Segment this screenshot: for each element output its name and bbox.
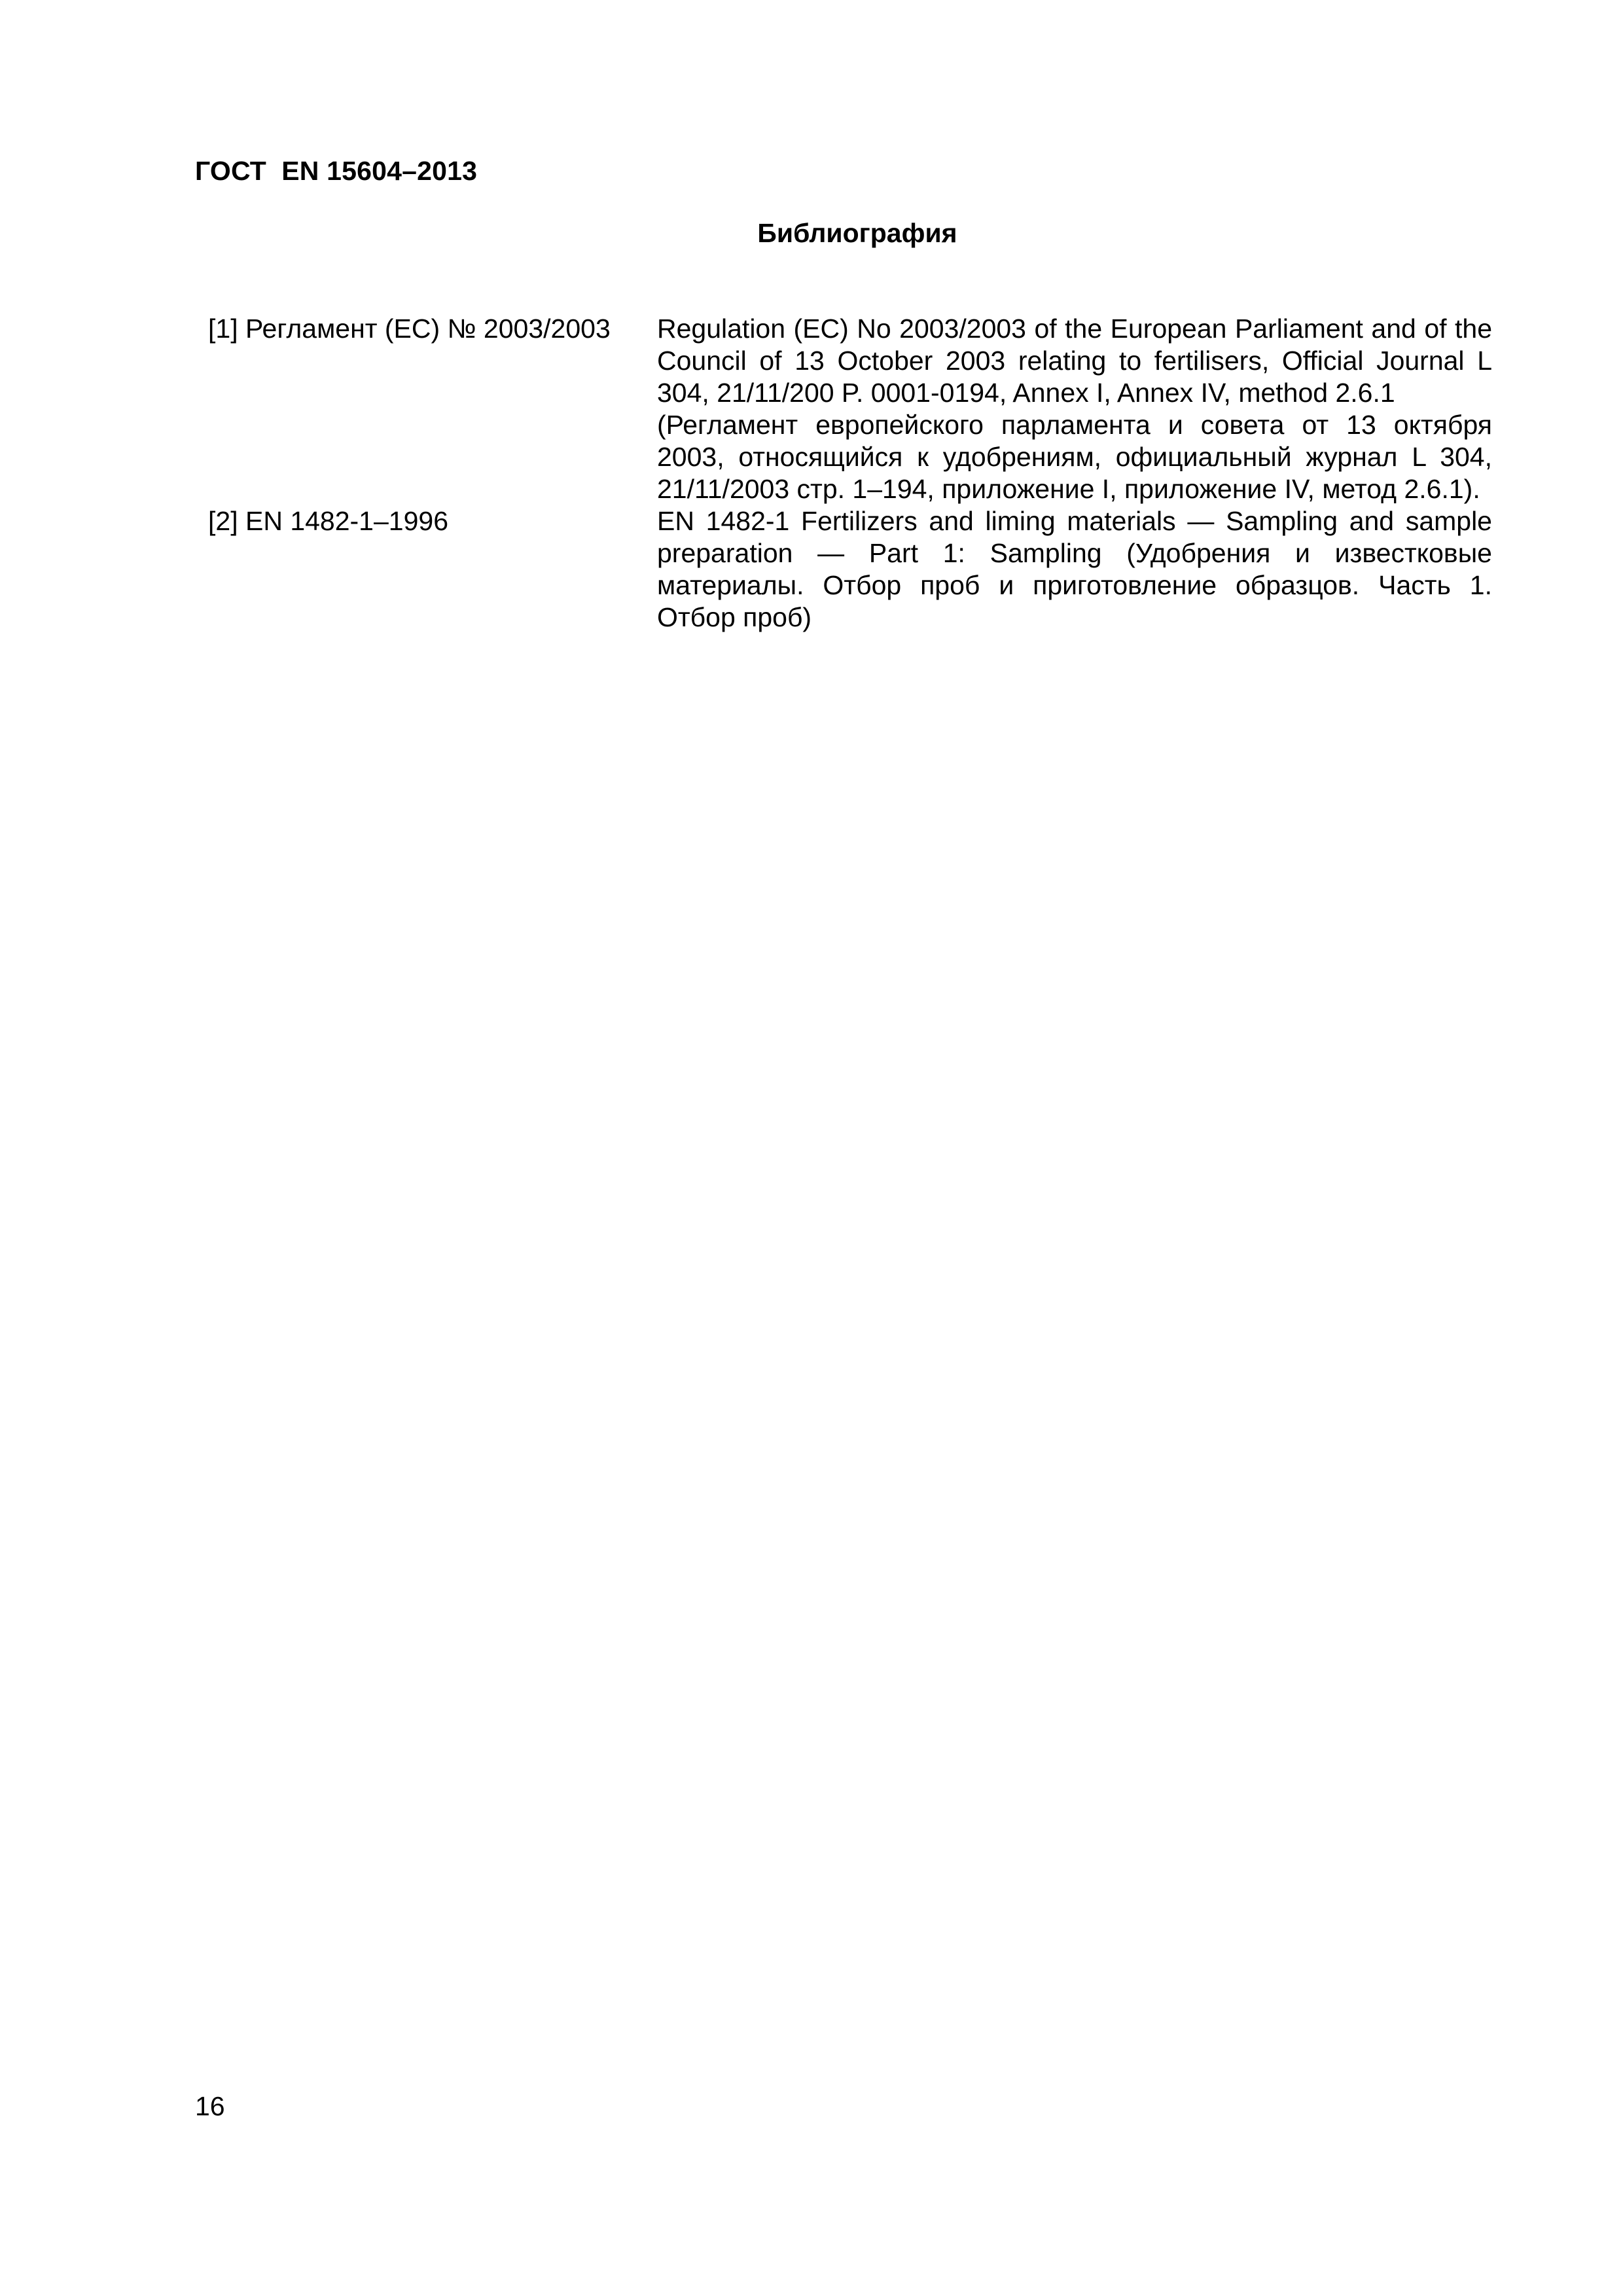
bibliography-description <box>657 313 1492 505</box>
page-title: Библиография <box>757 218 957 248</box>
bibliography-english-text: EN 1482-1 Fertilizers and liming materials — Sampling and sample preparation — Part 1: Sampling (Удобрения и известковые материалы. Отбор проб и приготовление образцов. Часть 1. Отбор проб) <box>657 506 1492 632</box>
bibliography-russian-text: (Регламент европейского парламента и совета от 13 октября 2003, относящийся к удобрениям, официальный журнал L 304, 21/11/2003 стр. 1–194, приложение I, приложение IV, метод 2.6.1). <box>657 410 1492 504</box>
bibliography-english-text: Regulation (EC) No 2003/2003 of the European Parliament and of the Council of 13 October 2003 relating to fertilisers, Official Journal L 304, 21/11/200 P. 0001-0194, Annex I, Annex IV, method 2.6.1 <box>657 314 1492 408</box>
bibliography-entry <box>208 313 1492 505</box>
bibliography-reference: [2] EN 1482-1–1996 <box>208 506 448 536</box>
page-number: 16 <box>195 2091 225 2121</box>
bibliography-entry <box>208 505 1492 634</box>
document-code: ГОСТ EN 15604–2013 <box>195 156 478 186</box>
bibliography-list <box>208 313 1492 634</box>
bibliography-description <box>657 505 1492 634</box>
bibliography-reference: [1] Регламент (ЕС) № 2003/2003 <box>208 314 611 344</box>
